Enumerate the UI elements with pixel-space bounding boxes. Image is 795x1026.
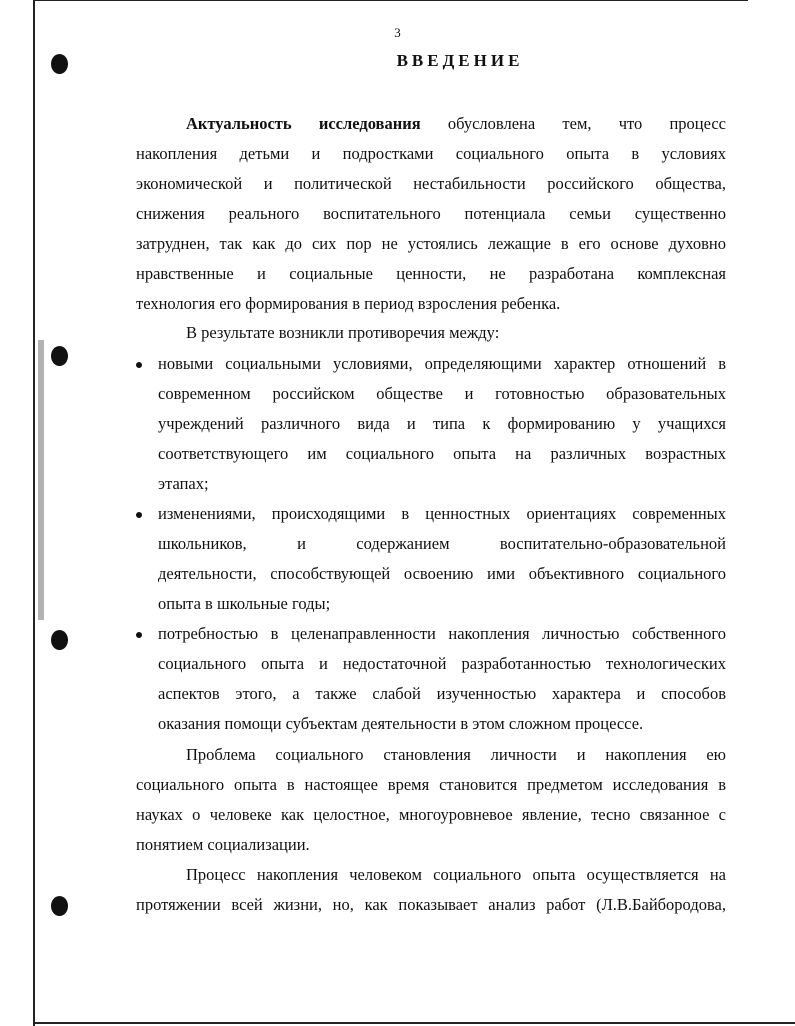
- contradictions-list: [136, 349, 726, 739]
- paragraph-line: В результате возникли противоречия между:: [186, 323, 500, 342]
- contradictions-intro: [136, 318, 726, 348]
- page-title: ВВЕДЕНИЕ: [396, 51, 524, 70]
- lead-bold-text: Актуальность исследования: [186, 114, 421, 133]
- paragraph-relevance: [136, 109, 726, 319]
- paragraph-line: социального опыта в настоящее время становится предметом исследования в: [136, 775, 726, 794]
- bullet-icon: [136, 362, 142, 368]
- list-item: изменениями, происходящими в ценностных ориентациях современных школьников, и содержанием воспитательно-образовательной деятельности, способствующей освоению ими объективного социального опыта в школьные годы;: [136, 499, 726, 619]
- paragraph-socialization: [136, 740, 726, 860]
- paragraph-line: Проблема социального становления личности и накопления ею: [186, 745, 726, 764]
- paragraph-line: накопления детьми и подростками социального опыта в условиях: [136, 144, 726, 163]
- paragraph-line: Процесс накопления человеком социального опыта осуществляется на: [186, 865, 726, 884]
- paragraph-line: науках о человеке как целостное, многоуровневое явление, тесно связанное с: [136, 805, 726, 824]
- paragraph-line: снижения реального воспитательного потенциала семьи существенно: [136, 204, 726, 223]
- scan-edge-top: [33, 0, 748, 1]
- bullet-icon: [136, 512, 142, 518]
- scan-edge-left: [33, 0, 35, 1026]
- list-item: новыми социальными условиями, определяющими характер отношений в современном российском обществе и готовностью образовательных учреждений различного вида и типа к формированию у учащихся соответствующего им социального опыта на различных возрастных этапах;: [136, 349, 726, 499]
- paragraph-line: протяжении всей жизни, но, как показывает анализ работ (Л.В.Байбородова,: [136, 895, 726, 914]
- paragraph-line: понятием социализации.: [136, 835, 310, 854]
- paragraph-line: технология его формирования в период взросления ребенка.: [136, 294, 561, 313]
- paragraph-accumulation: [136, 860, 726, 920]
- punch-hole-2: [51, 346, 68, 366]
- list-item: потребностью в целенаправленности накопления личностью собственного социального опыта и недостаточной разработанностью технологических аспектов этого, а также слабой изученностью характера и способов оказания помощи субъектам деятельности в этом сложном процессе.: [136, 619, 726, 739]
- scan-edge-bottom: [35, 1022, 795, 1024]
- punch-hole-4: [51, 896, 68, 916]
- paragraph-line: нравственные и социальные ценности, не разработана комплексная: [136, 264, 726, 283]
- paragraph-line: Актуальность исследования обусловлена тем, что процесс: [186, 114, 726, 133]
- punch-hole-3: [51, 630, 68, 650]
- bullet-icon: [136, 632, 142, 638]
- paragraph-line: затруднен, так как до сих пор не устоялись лежащие в его основе духовно: [136, 234, 726, 253]
- page-number: 3: [394, 25, 401, 40]
- scan-noise-left: [38, 340, 44, 620]
- paragraph-line: экономической и политической нестабильности российского общества,: [136, 174, 726, 193]
